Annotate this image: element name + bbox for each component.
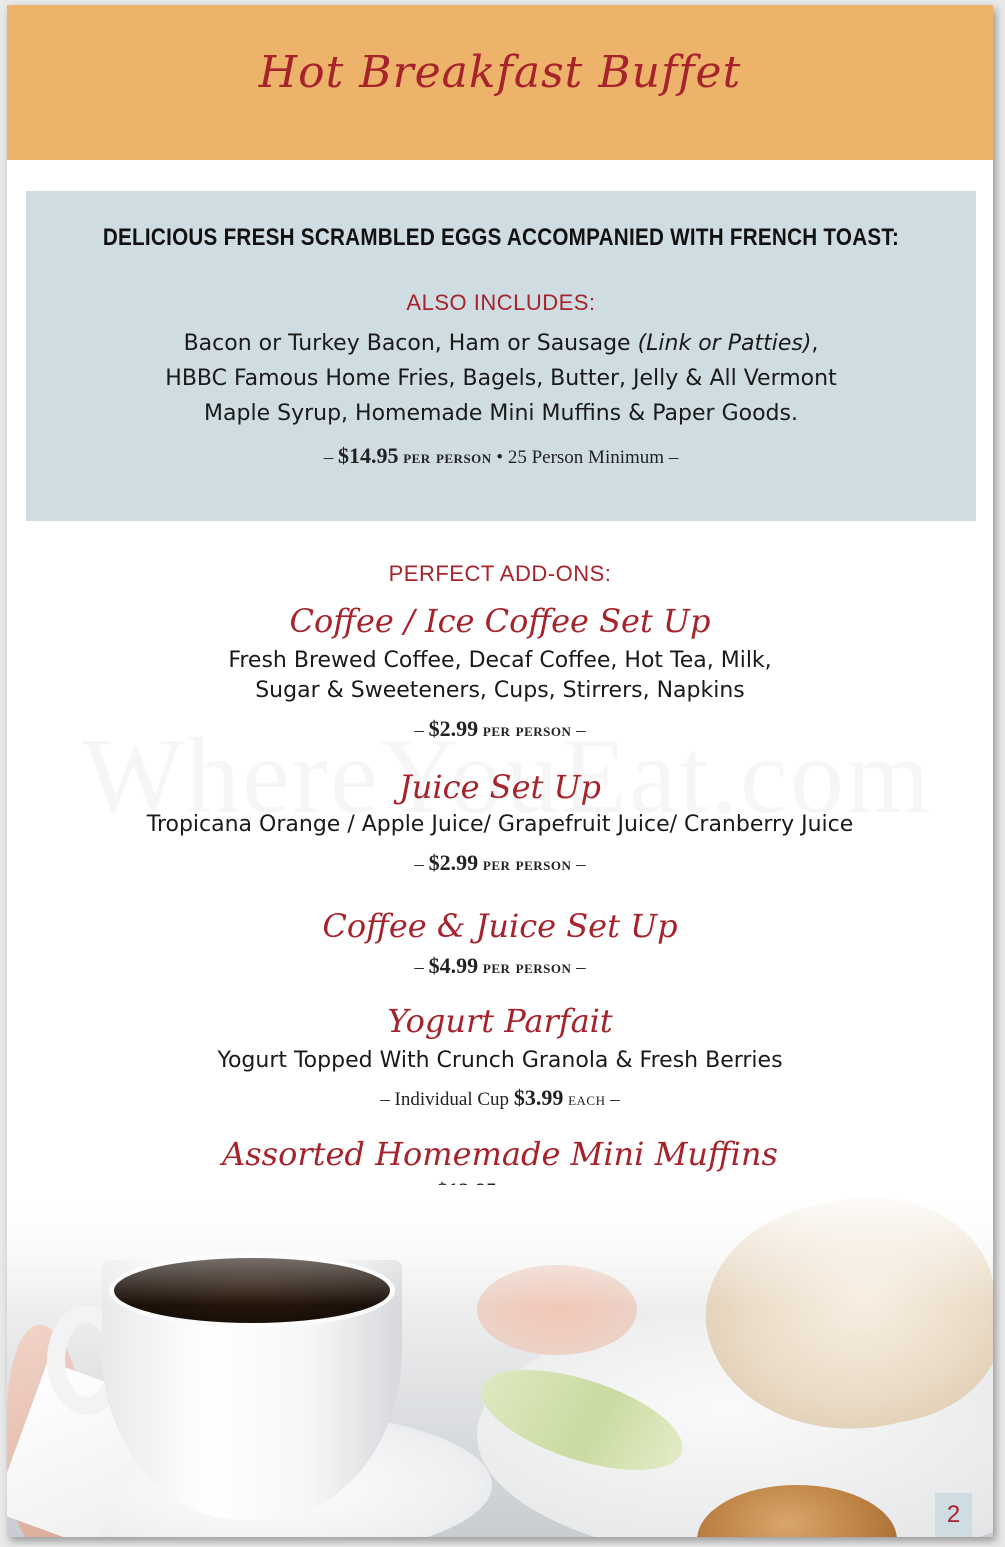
main-offer-heading: DELICIOUS FRESH SCRAMBLED EGGS ACCOMPANIED WITH FRENCH TOAST:	[102, 224, 900, 251]
dash: –	[380, 1089, 395, 1110]
photo-fade	[7, 1185, 993, 1305]
price-amount: $14.95	[337, 443, 399, 468]
price-unit: per person	[482, 720, 572, 741]
dash: –	[571, 957, 586, 978]
page-number: 2	[935, 1493, 972, 1537]
dash: –	[664, 447, 679, 468]
dash: –	[414, 854, 429, 875]
includes-punct: ,	[811, 331, 819, 356]
addons-label: PERFECT ADD-ONS:	[388, 561, 612, 586]
includes-text: Bacon or Turkey Bacon, Ham or Sausage	[183, 331, 638, 356]
price-unit: per person	[403, 447, 492, 468]
header-band	[7, 5, 993, 160]
minimum-note: 25 Person Minimum	[507, 447, 665, 468]
includes-line: Maple Syrup, Homemade Mini Muffins & Paper Goods.	[204, 401, 798, 426]
addon-title-juice: Juice Set Up	[398, 768, 602, 806]
addon-description: Yogurt Topped With Crunch Granola & Fresh Berries	[217, 1048, 783, 1073]
main-offer-price	[26, 443, 976, 469]
addon-title-parfait: Yogurt Parfait	[387, 1002, 613, 1040]
addon-price-juice	[7, 850, 993, 876]
includes-list	[26, 326, 976, 431]
includes-line: HBBC Famous Home Fries, Bagels, Butter, Jelly & All Vermont	[165, 366, 837, 391]
price-unit: each	[568, 1089, 606, 1110]
includes-note: (Link or Patties)	[637, 331, 812, 356]
addon-description: Tropicana Orange / Apple Juice/ Grapefruit Juice/ Cranberry Juice	[146, 812, 854, 837]
addon-price-coffee-juice	[7, 953, 993, 979]
addon-title-muffins: Assorted Homemade Mini Muffins	[222, 1135, 778, 1173]
dash: –	[414, 720, 429, 741]
dash: –	[323, 447, 338, 468]
menu-page	[7, 5, 993, 1537]
dash: –	[571, 720, 586, 741]
includes-line	[26, 326, 976, 361]
addon-price-coffee	[7, 716, 993, 742]
dash: –	[605, 1089, 620, 1110]
addon-title-coffee-juice: Coffee & Juice Set Up	[322, 907, 678, 945]
price-unit: per person	[482, 957, 572, 978]
price-amount: $2.99	[428, 850, 479, 875]
price-prefix: Individual Cup	[394, 1089, 514, 1110]
addon-price-parfait	[7, 1085, 993, 1111]
dash: –	[414, 957, 429, 978]
addon-description: Sugar & Sweeteners, Cups, Stirrers, Napkins	[255, 678, 745, 703]
dash: –	[571, 854, 586, 875]
page-title: Hot Breakfast Buffet	[258, 47, 742, 98]
bullet-separator: •	[491, 447, 508, 468]
price-amount: $4.99	[428, 953, 479, 978]
price-amount: $2.99	[428, 716, 479, 741]
price-amount: $3.99	[513, 1085, 564, 1110]
addon-title-coffee: Coffee / Ice Coffee Set Up	[289, 602, 711, 640]
price-unit: per person	[482, 854, 572, 875]
main-offer-box	[26, 191, 976, 521]
includes-label: ALSO INCLUDES:	[406, 290, 596, 315]
addon-description: Fresh Brewed Coffee, Decaf Coffee, Hot Tea, Milk,	[228, 648, 772, 673]
breakfast-photo	[7, 1185, 993, 1537]
